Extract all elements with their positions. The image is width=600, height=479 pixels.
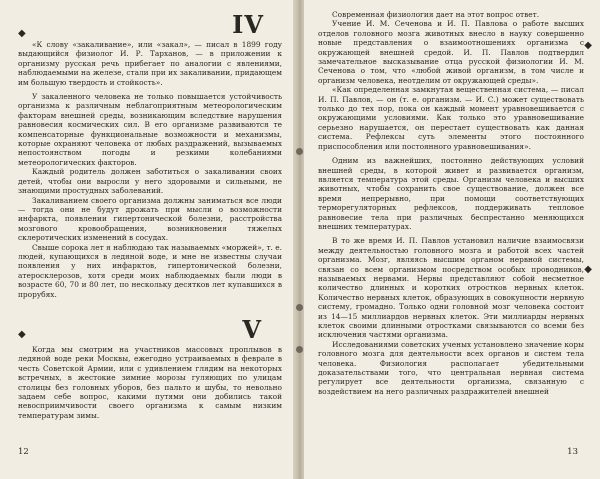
paragraph: В то же время И. П. Павлов установил наличие взаимосвязи между деятельностью головного мозга и работой всех частей организма. Мозг, являясь высшим органом нервной системы, связан со всем организмом посредством особых проводников, называемых нервами. Нервы представляют собой несметное количество длинных и коротких отростков нервных клеток. Количество нервных клеток, образующих в совокупности нервную систему, громадно. Только одни головной мозг человека состоит из 14—15 миллиардов нервных клеток. Эти миллиарды нервных клеток своими длинными отростками связываются со всеми без исключения частями организма.	[318, 236, 584, 340]
binding-hole-icon	[296, 148, 303, 155]
paragraph: Каждый родитель должен заботиться о закаливании своих детей, чтобы они выросли у него здоровыми и сильными, не знающими простудных заболеваний.	[18, 167, 282, 196]
page-number: 12	[18, 447, 29, 457]
section-v-heading	[18, 305, 282, 345]
section-iv-heading	[18, 6, 282, 40]
paragraph: Свыше сорока лет я наблюдаю так называемых «моржей», т. е. людей, купающихся в ледяной воде, и мне не известны случаи появления у них инфарктов, гипертонической болезни, атеросклерозов, хотя среди моих наблюдаемых были люди в возрасте 60, 70 и 80 лет, по нескольку десятков лет купавшихся в прорубях.	[18, 242, 282, 299]
binding-hole-icon	[296, 304, 303, 311]
binding-hole-icon	[296, 346, 303, 353]
paragraph: Когда мы смотрим на участников массовых проплывов в ледяной воде реки Москвы, ежегодно устраиваемых в феврале в честь Советской Армии, или с удивлением глядим на некоторых встречных, в жестокие зимние морозы гуляющих по улицам столицы без головных уборов, без пальто и шубы, то невольно задаем себе вопрос, какими путями они добились такой невосприимчивости своего организма к самым низким температурам зимы.	[18, 344, 282, 420]
paragraph: Учение И. М. Сеченова и И. П. Павлова о работе высших отделов головного мозга животных внесло в науку совершенно новые представления о взаимоотношениях организма с окружающей внешней средой. И. П. Павлов подтвердил замечательное высказывание отца русской физиологии И. М. Сеченова о том, что «любой живой организм, в том числе и организм человека, неотделим от окружающей среды».	[318, 19, 584, 85]
diamond-ornament-icon: ◆	[584, 40, 592, 51]
paragraph: Одним из важнейших, постоянно действующих условий внешней среды, в которой живет и развивается организм, является температура этой среды. Организм человека и высших животных, чтобы сохранить свое существование, должен все время непрерывно, при помощи соответствующих терморегуляторных рефлексов, поддерживать тепловое равновесие тела при различных беспрестанно меняющихся внешних температурах.	[318, 156, 584, 231]
section-numeral-v: V	[242, 314, 262, 344]
paragraph: «К слову «закаливание», или «закал», — писал в 1899 году выдающийся физиолог И. Р. Тарханов, — в приложении к организму русская речь прибегает по аналогии с явлениями, наблюдаемыми на железе, стали при их закаливании, придающем им большую твердость и стойкость».	[18, 40, 282, 87]
diamond-ornament-icon: ◆	[18, 328, 26, 340]
paragraph: Современная физиология дает на этот вопрос ответ.	[332, 10, 540, 19]
diamond-ornament-icon: ◆	[18, 28, 26, 39]
section-numeral-iv: IV	[232, 10, 264, 39]
diamond-ornament-icon: ◆	[584, 264, 592, 275]
left-page	[0, 0, 296, 479]
paragraph: У закаленного человека не только повышается устойчивость организма к различным неблагоприятным метеорологическим факторам внешней среды, возникающим вследствие нарушения равновесия космических сил. В его организме развиваются те компенсаторные функциональные возможности и механизмы, которые охраняют человека от любых раздражений, вызываемых непостоянством погоды и резкими колебаниями метеорологических факторов.	[18, 92, 282, 167]
right-page	[304, 0, 600, 479]
paragraph: Закаливанием своего организма должны заниматься все люди — тогда они не будут дрожать при мысли о возможности инфаркта, появлении гипертонической болезни, расстройства мозгового кровообращения, возникновения тяжелых склеротических изменений в сосудах.	[18, 195, 282, 243]
paragraph: «Как определенная замкнутая вещественная система, — писал И. П. Павлов, — он (т. е. организм. — И. С.) может существовать только до тех пор, пока он каждый момент уравновешивается с окружающими условиями. Как только это уравновешивание серьезно нарушается, он перестает существовать как данная система. Рефлексы суть элементы этого постоянного приспособления или постоянного уравновешивания».	[318, 85, 584, 151]
page-number: 13	[567, 447, 578, 457]
paragraph: Исследованиями советских ученых установлено значение коры головного мозга для деятельности всех органов и систем тела человека. Физиология располагает убедительными доказательствами того, что центральная нервная система регулирует все деятельности организма, связанную с воздействием на него различных раздражителей внешней	[318, 339, 584, 396]
